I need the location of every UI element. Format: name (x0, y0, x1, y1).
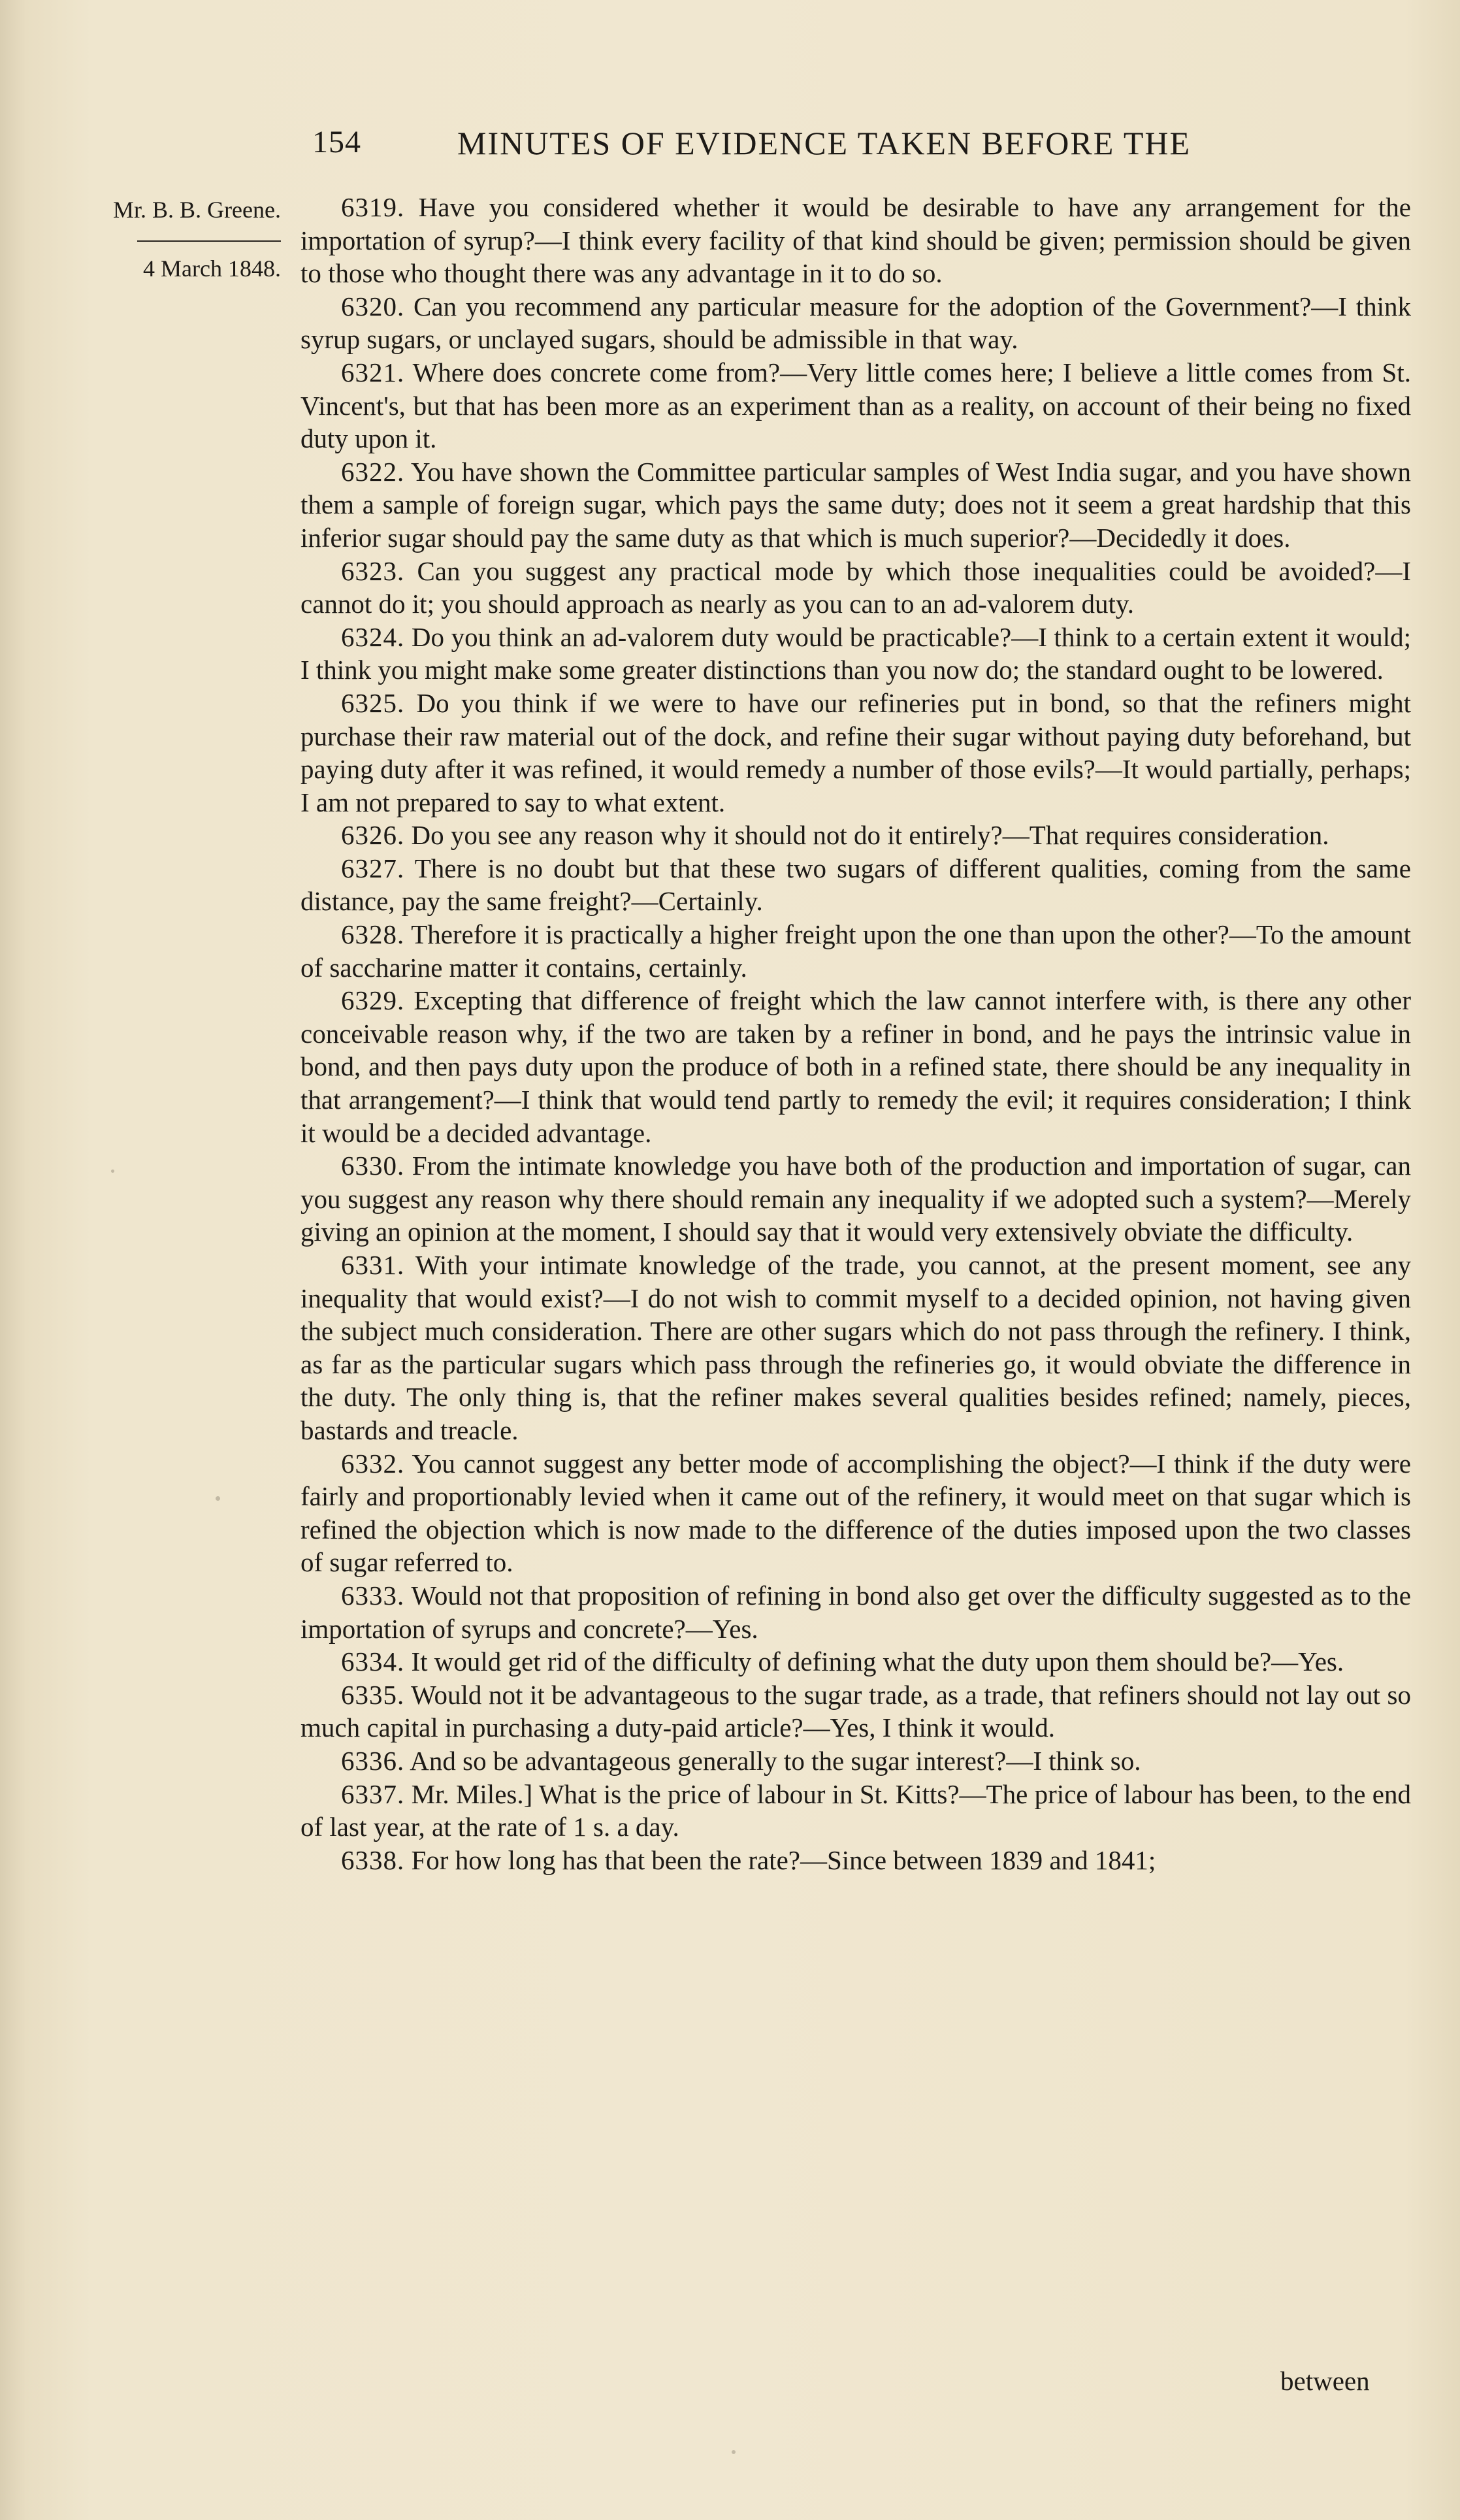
paper-speck (216, 1496, 220, 1501)
question-paragraph: 6336. And so be advantageous generally to the sugar interest?—I think so. (341, 1745, 1141, 1776)
question-paragraph: 6335. Would not it be advantageous to the sugar trade, as a trade, that refiners should not lay out so much capital in purchasing a duty-paid article?—Yes, I think it would. (300, 1679, 1411, 1743)
question-paragraph: 6329. Excepting that difference of freight which the law cannot interfere with, is there any other conceivable reason why, if the two are taken by a refiner in bond, and he pays the intrinsic value in bond, and then pays duty upon the produce of both in a refined state, there should be any inequality in that arrangement?—I think that would tend partly to remedy the evil; it requires consideration; I think it would be a decided advantage. (300, 985, 1412, 1148)
question-paragraph: 6332. You cannot suggest any better mode of accomplishing the object?—I think if the duty were fairly and proportionably levied when it came out of the refinery, it would meet on that sugar which is refined the objection which is now made to the difference of the duties imposed upon the two classes of sugar referred to. (300, 1448, 1411, 1578)
question-paragraph: 6338. For how long has that been the rate?—Since between 1839 and 1841; (341, 1844, 1156, 1875)
question-paragraph: 6337. Mr. Miles.] What is the price of labour in St. Kitts?—The price of labour has been, to the end of last year, at the rate of 1 s. a day. (300, 1778, 1411, 1842)
question-paragraph: 6322. You have shown the Committee particular samples of West India sugar, and you have shown them a sample of foreign sugar, which pays the same duty; does not it seem a great hardship that this inferior sugar should pay the same duty as that which is much superior?—Decidedly it does. (300, 456, 1411, 553)
question-paragraph: 6325. Do you think if we were to have our refineries put in bond, so that the refiners might purchase their raw material out of the dock, and refine their sugar without paying duty beforehand, but paying duty after it was refined, it would remedy a number of those evils?—It would partially, perhaps; I am not prepared to say to what extent. (300, 687, 1411, 817)
witness-name: Mr. B. B. Greene. (113, 197, 281, 223)
running-title: MINUTES OF EVIDENCE TAKEN BEFORE THE (457, 125, 1192, 161)
question-paragraph: 6321. Where does concrete come from?—Very little comes here; I believe a little comes from St. Vincent's, but that has been more as an experiment than as a reality, on account of their being no fixed duty upon it. (300, 357, 1411, 454)
paper-speck (732, 2450, 736, 2454)
page-header (300, 124, 1411, 170)
question-paragraph: 6326. Do you see any reason why it should not do it entirely?—That requires consideration. (341, 820, 1329, 851)
hearing-date: 4 March 1848. (143, 255, 281, 282)
question-paragraph: 6334. It would get rid of the difficulty of defining what the duty upon them should be?—Yes. (341, 1646, 1344, 1677)
question-paragraph: 6324. Do you think an ad-valorem duty would be practicable?—I think to a certain extent it would; I think you might make some greater distinctions than you now do; the standard ought to be lowered. (300, 621, 1411, 685)
evidence-text (300, 191, 1411, 1876)
margin-rule (137, 240, 281, 242)
question-paragraph: 6320. Can you recommend any particular measure for the adoption of the Government?—I think syrup sugars, or unclayed sugars, should be admissible in that way. (300, 291, 1411, 355)
paper-speck (111, 1170, 114, 1173)
question-paragraph: 6333. Would not that proposition of refining in bond also get over the difficulty suggested as to the importation of syrups and concrete?—Yes. (300, 1580, 1411, 1644)
question-paragraph: 6323. Can you suggest any practical mode by which those inequalities could be avoided?—I cannot do it; you should approach as nearly as you can to an ad-valorem duty. (300, 555, 1411, 619)
question-paragraph: 6328. Therefore it is practically a higher freight upon the one than upon the other?—To the amount of saccharine matter it contains, certainly. (300, 919, 1412, 983)
question-paragraph: 6327. There is no doubt but that these two sugars of different qualities, coming from the same distance, pay the same freight?—Certainly. (300, 853, 1411, 917)
margin-note (91, 196, 281, 282)
question-paragraph: 6319. Have you considered whether it would be desirable to have any arrangement for the importation of syrup?—I think every facility of that kind should be given; permission should be given to those who thought there was any advantage in it to do so. (300, 192, 1411, 289)
question-paragraph: 6330. From the intimate knowledge you have both of the production and importation of sugar, can you suggest any reason why there should remain any inequality if we adopted such a system?—Merely giving an opinion at the moment, I should say that it would very extensively obviate the difficulty. (300, 1151, 1412, 1247)
catchword: between (1280, 2366, 1370, 2396)
page-number: 154 (312, 125, 361, 159)
question-paragraph: 6331. With your intimate knowledge of the trade, you cannot, at the present moment, see any inequality that would exist?—I do not wish to commit myself to a decided opinion, not having given the subject much consideration. There are other sugars which do not pass through the refinery. I think, as far as the particular sugars which pass through the refineries go, it would obviate the difference in the duty. The only thing is, that the refiner makes several qualities besides refined; namely, pieces, bastards and treacle. (300, 1250, 1412, 1445)
